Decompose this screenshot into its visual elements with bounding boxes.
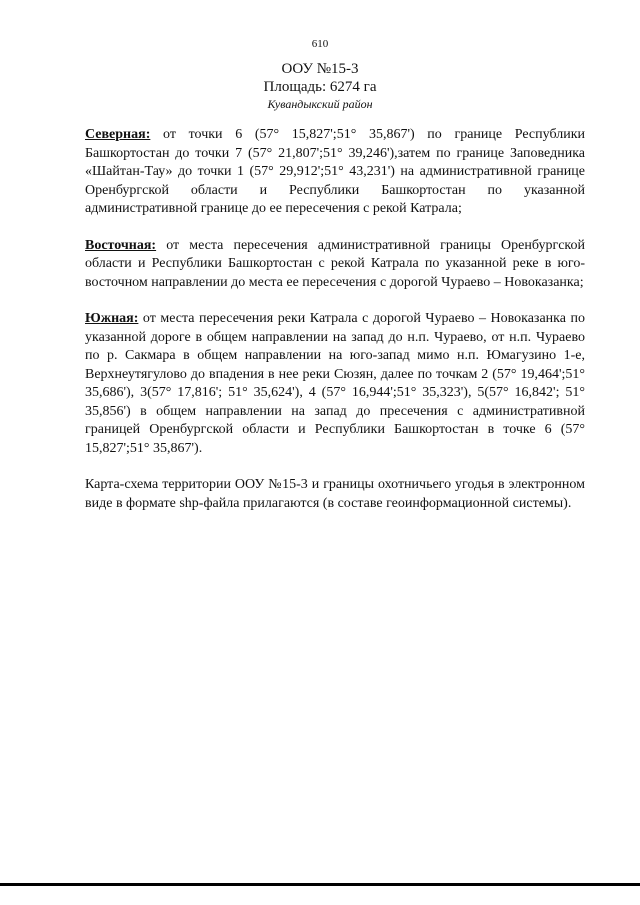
east-boundary-paragraph	[85, 237, 585, 293]
south-boundary-paragraph	[85, 310, 585, 458]
east-boundary-text: от места пересечения административной границы Оренбургской области и Республики Башкортостан с рекой Катрала по указанной реке в юго-восточном направлении до места ее пересечения с дорогой Чураево – Новоказанка;	[85, 237, 585, 290]
closing-paragraph: Карта-схема территории ООУ №15-3 и границы охотничьего угодья в электронном виде в формате shp-файла прилагаются (в составе геоинформационной системы).	[85, 477, 585, 511]
footer-divider	[0, 883, 640, 886]
district-label: Кувандыкский район	[267, 97, 373, 111]
north-boundary-label: Северная:	[85, 127, 151, 142]
area-label: Площадь: 6274 га	[263, 79, 377, 95]
document-title: ООУ №15-3	[281, 61, 359, 77]
east-boundary-label: Восточная:	[85, 237, 157, 253]
north-boundary-paragraph	[85, 126, 585, 219]
south-boundary-label: Южная:	[85, 311, 139, 326]
south-boundary-text: от места пересечения реки Катрала с дорогой Чураево – Новоказанка по указанной дороге в общем направлении на запад до н.п. Чураево, от н.п. Чураево по р. Сакмара в общем направлении на юго-запад мимо н.п. Юмагузино 1-е, Верхнеутягулово до впадения в нее реки Сюзян, далее по точкам 2 (57° 19,464';51° 35,686'), 3(57° 17,816'; 51° 35,624'), 4 (57° 16,944';51° 35,323'), 5(57° 16,842'; 51° 35,856') в общем направлении на запад до пресечения с административной границей Оренбургской области и Республики Башкортостан в точке 6 (57° 15,827';51° 35,867').	[85, 311, 585, 456]
document-header	[0, 60, 640, 112]
north-boundary-text: от точки 6 (57° 15,827';51° 35,867') по границе Республики Башкортостан до точки 7 (57° 21,807';51° 39,246'),затем по границе Заповедника «Шайтан-Тау» до точки 1 (57° 29,912';51° 43,231') на административной границе Оренбургской области и Республики Башкортостан по указанной административной границе до ее пересечения с рекой Катрала;	[85, 127, 585, 216]
document-body	[85, 126, 585, 531]
page-number: 610	[311, 38, 329, 50]
